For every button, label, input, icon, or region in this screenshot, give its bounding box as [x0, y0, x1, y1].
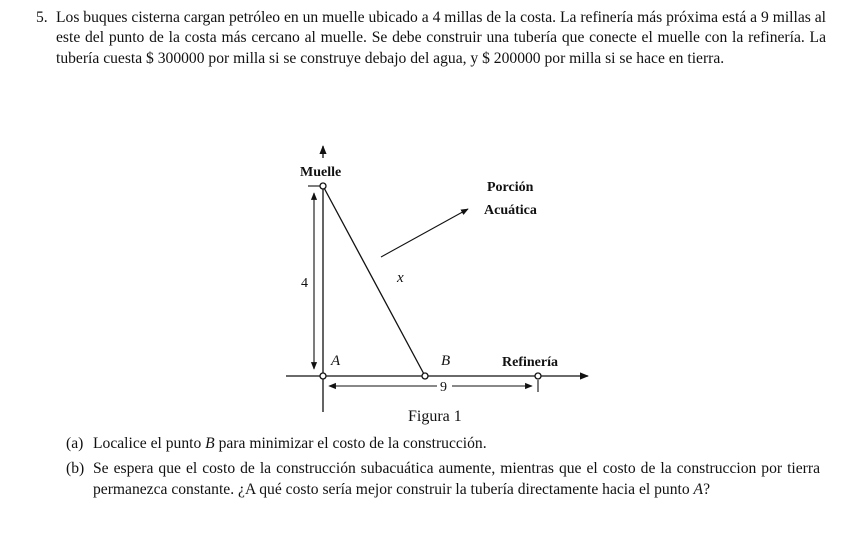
part-a-point: B: [205, 435, 215, 452]
problem-text: Los buques cisterna cargan petróleo en un muelle ubicado a 4 millas de la costa. La refinería más próxima está a 9 millas al este del punto de la costa más cercano al muelle. Se debe construir una tubería que conecte el muelle con la refinería. La tubería cuesta $ 300000 por milla si se construye debajo del agua, y $ 200000 por milla si se hace en tierra.: [56, 9, 826, 67]
label-x: x: [397, 270, 404, 286]
underwater-pipe-x: [323, 186, 425, 376]
question-parts: [66, 434, 820, 505]
label-point-a: A: [331, 353, 341, 369]
point-a-marker: [320, 373, 326, 379]
label-porcion: Porción: [487, 180, 534, 195]
label-muelle: Muelle: [300, 165, 342, 180]
part-b-label: (b): [66, 460, 85, 478]
figure-caption: Figura 1: [408, 408, 462, 425]
label-4: 4: [301, 276, 308, 291]
label-9: 9: [440, 380, 447, 395]
part-a-text-start: Localice el punto: [93, 435, 206, 452]
water-portion-pointer: [381, 209, 468, 257]
part-b-text-end: ?: [703, 480, 710, 498]
label-acuatica: Acuática: [484, 203, 537, 218]
part-b-text-start: Se espera que el costo de la construcción subacuática aumente, mientras que el costo de la construccion por tierra permanezca constante. ¿A qué costo sería mejor construir la tubería directamente hacia el punto: [93, 460, 820, 498]
part-b-point: A: [693, 480, 704, 498]
label-refineria: Refinería: [502, 355, 558, 370]
label-point-b: B: [441, 353, 451, 369]
part-a-label: (a): [66, 435, 84, 452]
problem-number: 5.: [36, 9, 48, 26]
refineria-point: [535, 373, 541, 379]
muelle-point: [320, 183, 326, 189]
part-b: [66, 459, 820, 500]
part-a-text-end: para minimizar el costo de la construcción.: [214, 435, 487, 452]
part-a: [66, 434, 820, 454]
point-b-marker: [422, 373, 428, 379]
